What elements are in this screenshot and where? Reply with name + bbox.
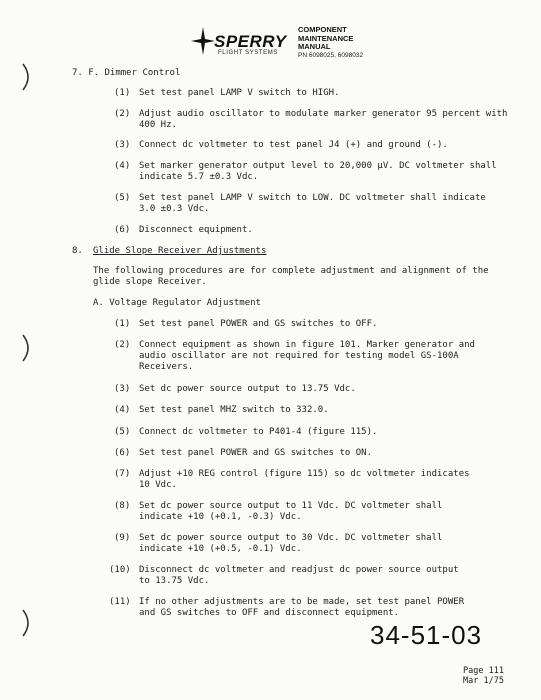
section-number: 8. (72, 246, 83, 256)
binder-hole (20, 608, 34, 638)
step-number: (6) (114, 225, 131, 235)
step-text: Adjust audio oscillator to modulate marker generator 95 percent with (139, 109, 508, 119)
step-number: (2) (114, 340, 131, 350)
step-text: Connect dc voltmeter to P401-4 (figure 115). (139, 427, 378, 437)
step-text: and GS switches to OFF and disconnect equipment. (139, 608, 400, 618)
step-number: (6) (114, 448, 131, 458)
step-text: Set dc power source output to 13.75 Vdc. (139, 384, 356, 394)
logo-wordmark: SPERRY (214, 32, 287, 51)
step-number: (5) (114, 427, 131, 437)
part-numbers: PN 6098025, 6098032 (298, 52, 364, 59)
intro-text: glide slope Receiver. (93, 277, 207, 287)
page-info (463, 666, 504, 686)
binder-hole (20, 62, 34, 92)
step-text: indicate +10 (+0.5, -0.1) Vdc. (139, 544, 302, 554)
step-text: 3.0 ±0.3 Vdc. (139, 204, 210, 214)
step-number: (4) (114, 161, 131, 171)
section-heading: 7. F. Dimmer Control (72, 68, 181, 78)
step-text: Adjust +10 REG control (figure 115) so dc voltmeter indicates (139, 469, 470, 479)
step-text: Set test panel LAMP V switch to LOW. DC voltmeter shall indicate (139, 193, 486, 203)
step-number: (1) (114, 319, 131, 329)
step-text: indicate 5.7 ±0.3 Vdc. (139, 172, 259, 182)
step-text: Disconnect equipment. (139, 225, 253, 235)
step-text: If no other adjustments are to be made, set test panel POWER (139, 597, 465, 607)
title-line: MAINTENANCE (298, 33, 354, 43)
step-text: Disconnect dc voltmeter and readjust dc power source output (139, 565, 459, 575)
step-text: to 13.75 Vdc. (139, 576, 210, 586)
step-text: Set dc power source output to 11 Vdc. DC voltmeter shall (139, 501, 443, 511)
step-number: (11) (109, 597, 131, 607)
section-heading: Glide Slope Receiver Adjustments (93, 246, 267, 256)
step-text: Receivers. (139, 362, 194, 372)
binder-hole (20, 333, 34, 363)
page-number: Page 111 (463, 666, 504, 676)
step-number: (2) (114, 109, 131, 119)
title-line: COMPONENT (298, 25, 347, 34)
revision-date: Mar 1/75 (463, 676, 504, 686)
step-number: (3) (114, 140, 131, 150)
step-text: Set test panel LAMP V switch to HIGH. (139, 88, 340, 98)
intro-text: The following procedures are for complete adjustment and alignment of the (93, 266, 489, 276)
step-text: audio oscillator are not required for testing model GS-100A (139, 351, 459, 361)
logo-subtitle: FLIGHT SYSTEMS (218, 50, 278, 56)
step-number: (3) (114, 384, 131, 394)
step-number: (8) (114, 501, 131, 511)
step-number: (7) (114, 469, 131, 479)
step-number: (4) (114, 405, 131, 415)
step-text: Connect equipment as shown in figure 101. Marker generator and (139, 340, 475, 350)
step-number: (5) (114, 193, 131, 203)
step-text: 10 Vdc. (139, 480, 177, 490)
subsection-heading: A. Voltage Regulator Adjustment (93, 298, 261, 308)
document-number: 34-51-03 (370, 620, 483, 650)
title-line: MANUAL (298, 42, 331, 51)
sperry-logo (190, 26, 290, 56)
step-text: Connect dc voltmeter to test panel J4 (+) and ground (-). (139, 140, 448, 150)
step-number: (10) (109, 565, 131, 575)
manual-title (298, 26, 353, 52)
step-number: (9) (114, 533, 131, 543)
step-text: Set test panel POWER and GS switches to OFF. (139, 319, 378, 329)
step-text: 400 Hz. (139, 120, 177, 130)
step-text: indicate +10 (+0.1, -0.3) Vdc. (139, 512, 302, 522)
step-number: (1) (114, 88, 131, 98)
sperry-star-icon (190, 26, 216, 56)
step-text: Set test panel MHZ switch to 332.0. (139, 405, 329, 415)
step-text: Set marker generator output level to 20,000 μV. DC voltmeter shall (139, 161, 497, 171)
step-text: Set dc power source output to 30 Vdc. DC voltmeter shall (139, 533, 443, 543)
step-text: Set test panel POWER and GS switches to ON. (139, 448, 372, 458)
